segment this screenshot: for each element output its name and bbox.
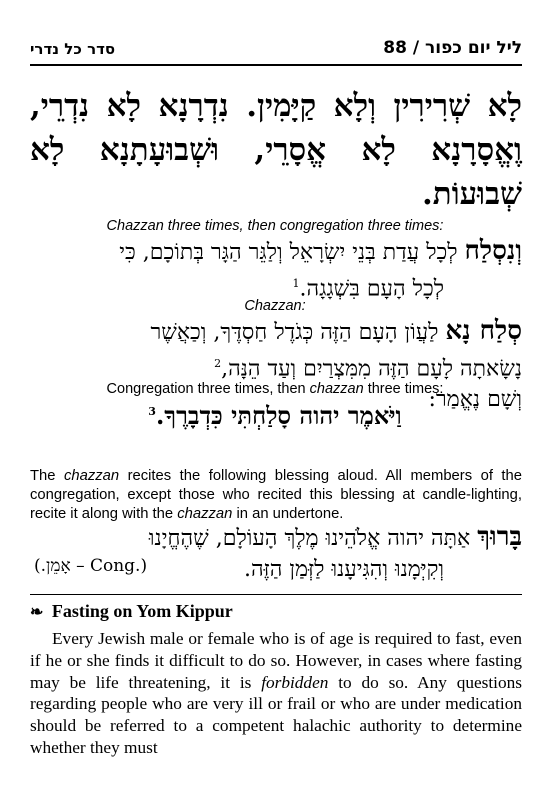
blessing-instruction-italic: chazzan (177, 506, 233, 522)
body-text: Every Jewish male or female who is of age is required to fast, even if he or she finds it difficult to do so. However, in cases where fasting may be life threatening, it is (30, 629, 522, 692)
header-separator: / (406, 38, 420, 58)
instruction-chazzan (28, 298, 522, 314)
section-divider (30, 594, 522, 595)
body-text: to do so. Any questions regarding people who are very ill or frail or who are under medication should be referred to a competent halachic authority to determine whether they must (30, 672, 522, 757)
kol-nidrei-conclusion: לָא שְׁרִירִין וְלָא קַיָּמִין. נִדְרָנָא לָא נִדְרֵי, וֶאֱסָרָנָא לָא אֱסָרֵי, וּשְׁבוּעָתָנָא לָא שְׁבוּעוֹת. (30, 88, 522, 212)
venislach-verse (30, 236, 522, 304)
instruction-text: Chazzan: (244, 298, 306, 314)
blessing-instruction-italic: chazzan (63, 468, 120, 484)
footnote-marker: 2 (214, 357, 222, 370)
blessing-instruction (30, 467, 522, 524)
selach-text-2: נָשָׂאתָה לָעָם הַזֶּה מִמִּצְרַיִם וְעַד הֵנָּה, (221, 356, 522, 382)
blessing-instruction-text: recites the following blessing aloud. All members of the congregation, except those who recited this blessing at candle-lighting, recite it along with the (30, 468, 522, 522)
congregation-response: (.אָמֵן – Cong.) (34, 556, 148, 576)
section-heading (30, 601, 233, 622)
instruction-text: Congregation three times, then (106, 381, 310, 397)
body-emphasis: forbidden (261, 672, 329, 692)
instruction-text: three times: (363, 381, 444, 397)
running-header (30, 38, 522, 66)
instruction-italic: chazzan (309, 381, 364, 397)
selach-lead-words: סְלַח נָא (445, 316, 522, 346)
selach-line-2 (30, 348, 522, 384)
baruch-lead-word: בָּרוּךְ (477, 522, 522, 552)
instruction-text: Chazzan three times, then congregation three times: (106, 218, 444, 234)
venislach-text-2: לְכָל הָעָם בִּשְׁגָגָה. (299, 276, 444, 302)
selach-line-1 (30, 316, 522, 348)
venislach-text: לְכָל עֲדַת בְּנֵי יִשְׂרָאֵל וְלַגֵּר הַגָּר בְּתוֹכָם, כִּי (119, 240, 458, 265)
instruction-congregation-chazzan (28, 381, 522, 397)
selach-text-1: לַעֲוֹן הָעָם הַזֶּה כְּגֹדֶל חַסְדֶּךָ, וְכַאֲשֶׁר (150, 320, 439, 345)
page-header-title (383, 38, 522, 58)
footnote-marker: 1 (292, 277, 300, 290)
section-title: סדר כל נדרי (30, 40, 116, 58)
blessing-instruction-text: in an undertone. (232, 506, 344, 522)
selach-text-3: וְשָׁם נֶאֱמַר: (428, 387, 522, 413)
shehecheyanu-text-1: אַתָּה יהוה אֱלֹהֵינוּ מֶלֶךְ הָעוֹלָם, שֶׁהֶחֱיָנוּ (148, 526, 471, 551)
running-title: ליל יום כפור (425, 38, 522, 58)
vayomer-text: וַיֹּאמֶר יהוה סָלַחְתִּי כִּדְבָרֶךָ. (155, 401, 402, 430)
vayomer-verse (28, 401, 522, 431)
footnote-marker: 3 (148, 405, 156, 418)
page-number: 88 (383, 38, 407, 58)
shehecheyanu-line-1 (30, 522, 522, 554)
instruction-chazzan-congregation (28, 218, 522, 234)
decorative-ornament-icon: ❧ (30, 604, 44, 621)
section-heading-text: Fasting on Yom Kippur (51, 601, 233, 621)
shehecheyanu-text-2: וְקִיְּמָנוּ וְהִגִּיעָנוּ לַזְּמַן הַזֶּה. (243, 557, 444, 582)
blessing-instruction-text: The (30, 468, 64, 484)
fasting-body-text (30, 628, 522, 759)
venislach-lead-word: וְנִסְלַח (464, 236, 522, 266)
